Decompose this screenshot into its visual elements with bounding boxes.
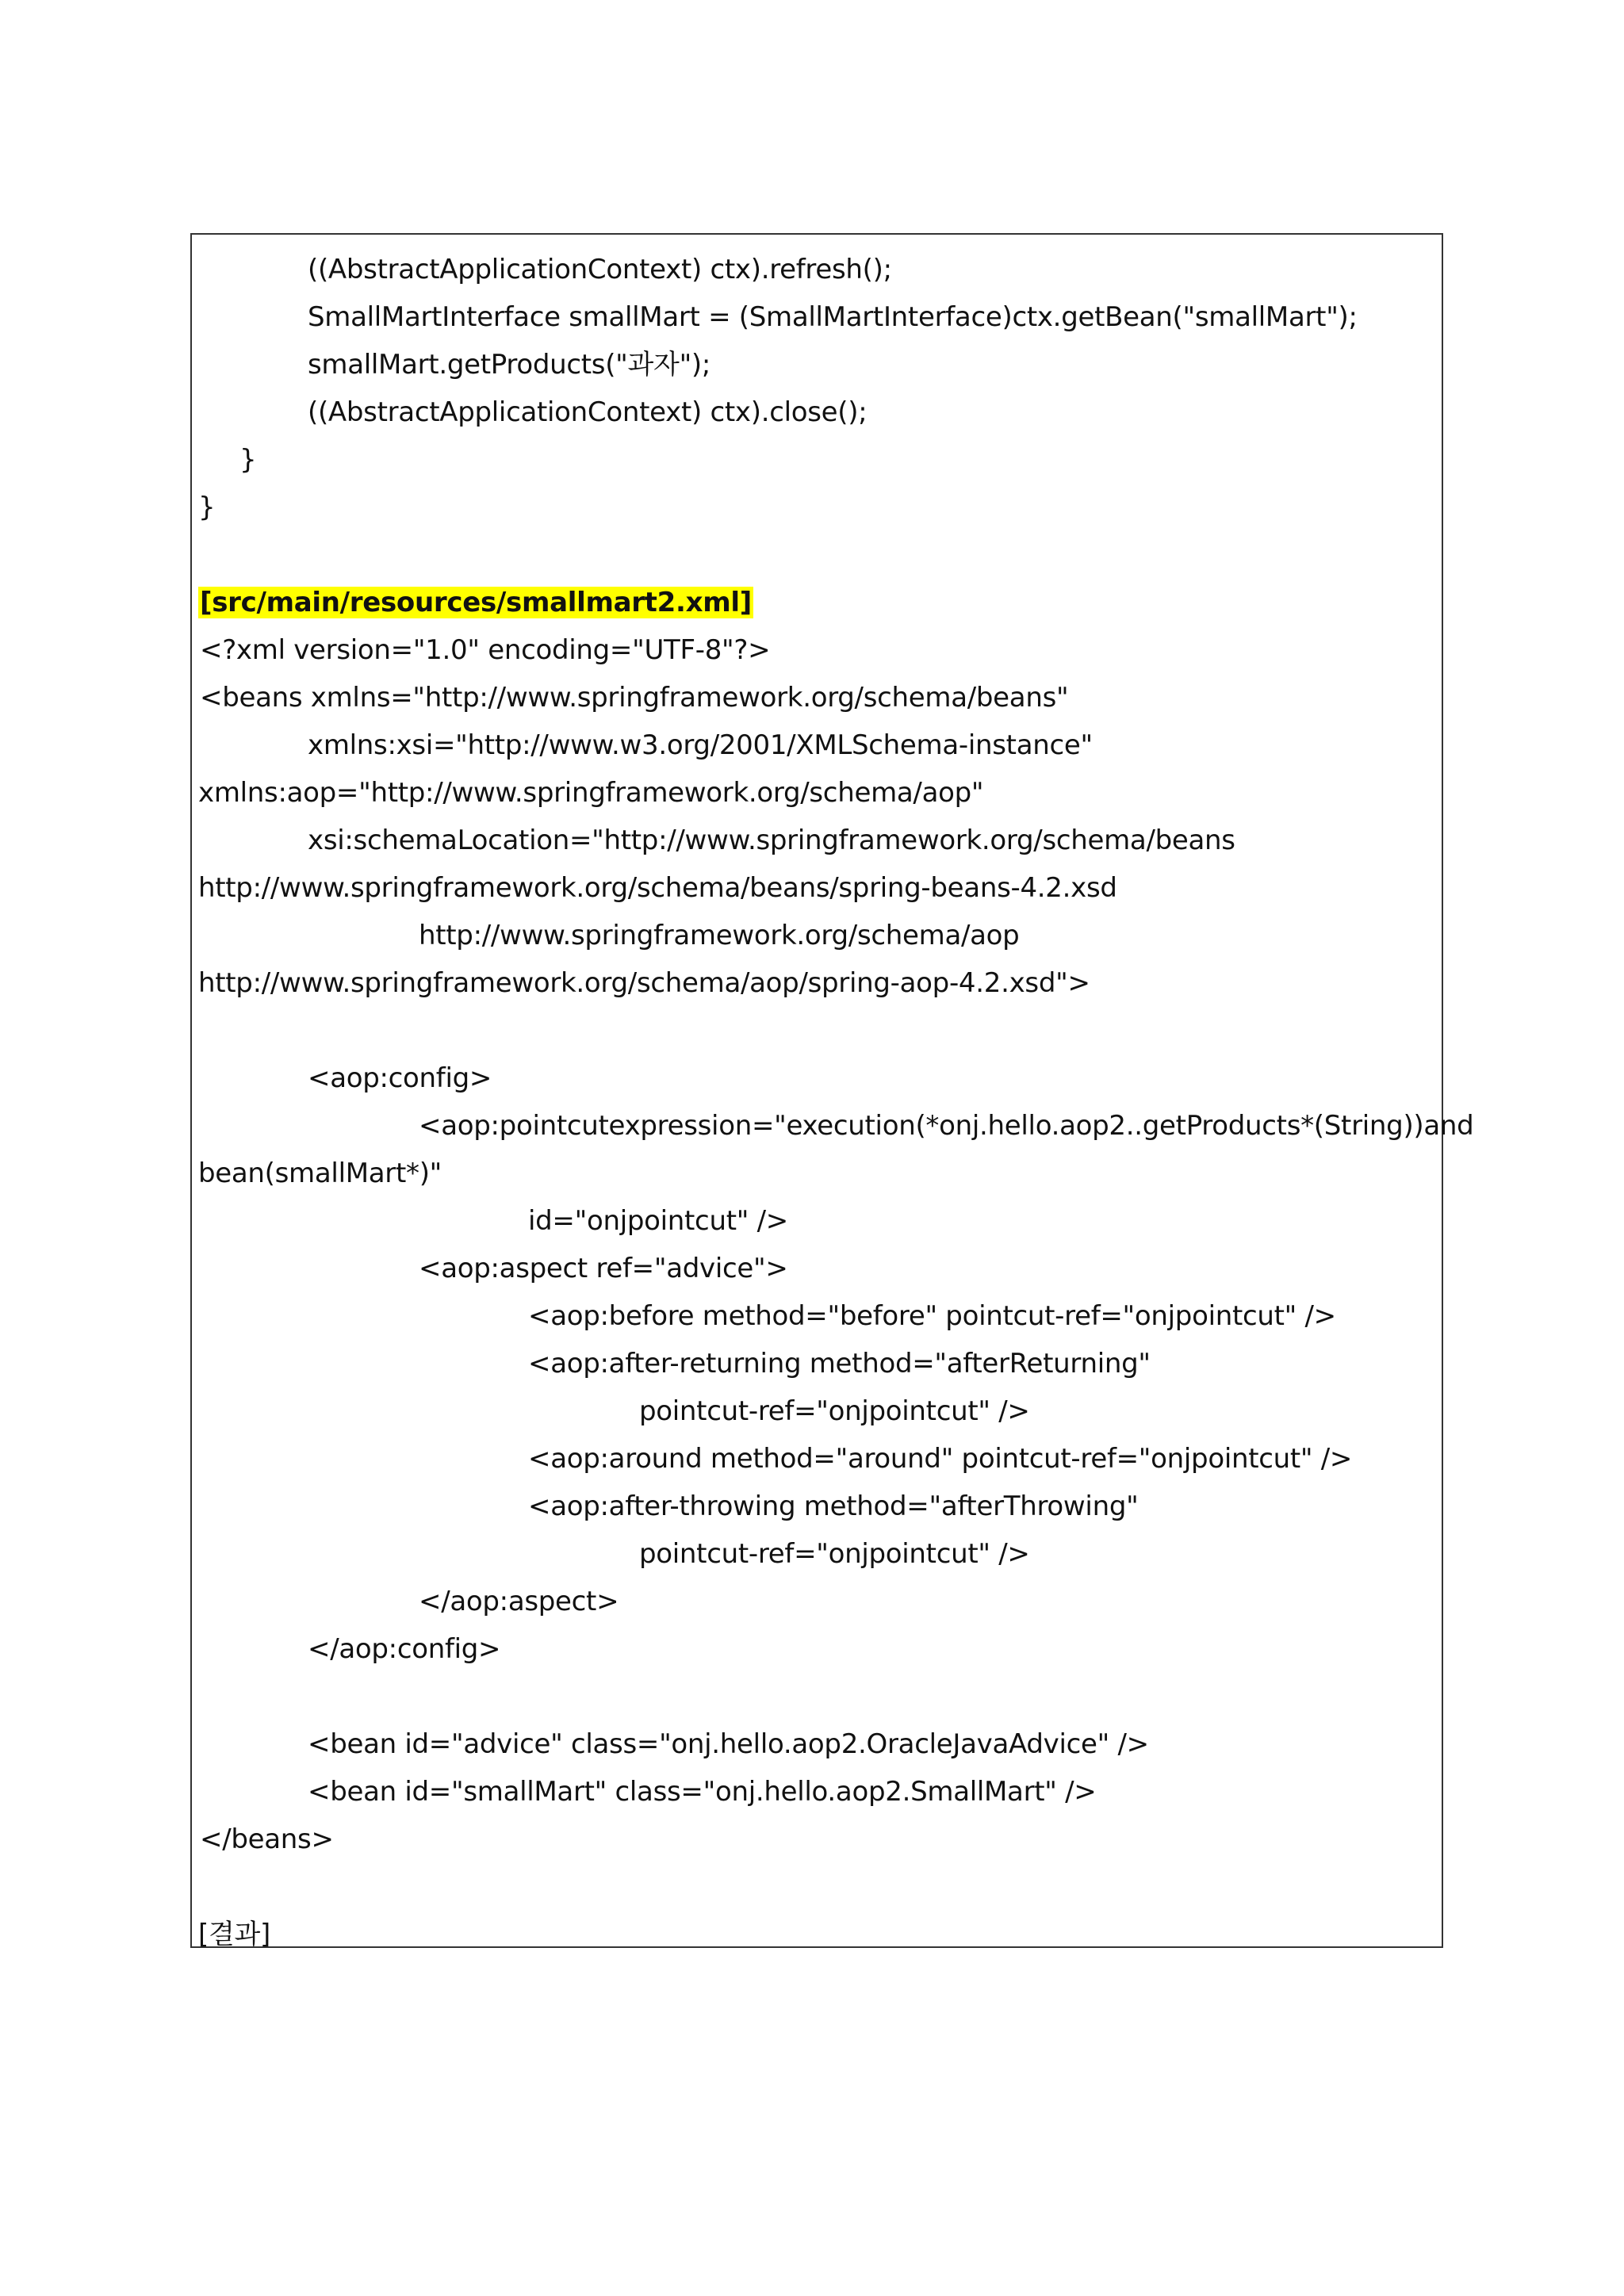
code-line: <?xml version="1.0" encoding="UTF-8"?> bbox=[200, 634, 771, 666]
code-line: <aop:after-returning method="afterReturning" bbox=[528, 1348, 1151, 1380]
code-line: pointcut-ref="onjpointcut" /> bbox=[639, 1395, 1030, 1427]
code-line: <aop:around method="around" pointcut-ref="onjpointcut" /> bbox=[528, 1443, 1353, 1475]
code-line: <bean id="advice" class="onj.hello.aop2.OracleJavaAdvice" /> bbox=[308, 1728, 1149, 1760]
code-line: xmlns:xsi="http://www.w3.org/2001/XMLSchema-instance" bbox=[308, 729, 1093, 761]
code-line: http://www.springframework.org/schema/aop bbox=[419, 920, 1020, 951]
code-line: </aop:config> bbox=[308, 1633, 501, 1665]
code-line: <aop:after-throwing method="afterThrowing" bbox=[528, 1490, 1139, 1522]
code-listing-box bbox=[190, 233, 1474, 1950]
code-line: ((AbstractApplicationContext) ctx).refresh(); bbox=[308, 254, 892, 285]
code-line-justified bbox=[198, 1102, 1474, 1150]
code-line: http://www.springframework.org/schema/aop/spring-aop-4.2.xsd"> bbox=[198, 967, 1090, 999]
code-line: </beans> bbox=[200, 1823, 334, 1855]
code-line: id="onjpointcut" /> bbox=[528, 1205, 788, 1237]
file-path-heading bbox=[198, 579, 753, 626]
result-heading: [결과] bbox=[198, 1919, 271, 1950]
code-token: and bbox=[1423, 1110, 1474, 1142]
code-line: smallMart.getProducts("과자"); bbox=[308, 349, 711, 381]
code-line: pointcut-ref="onjpointcut" /> bbox=[639, 1538, 1030, 1570]
code-line: <beans xmlns="http://www.springframework.org/schema/beans" bbox=[200, 682, 1069, 714]
code-line: ((AbstractApplicationContext) ctx).close(); bbox=[308, 396, 868, 428]
code-line: </aop:aspect> bbox=[419, 1586, 619, 1617]
code-line: xsi:schemaLocation="http://www.springframework.org/schema/beans bbox=[308, 825, 1235, 856]
code-line: <aop:config> bbox=[308, 1062, 492, 1094]
code-line: <bean id="smallMart" class="onj.hello.aop2.SmallMart" /> bbox=[308, 1776, 1097, 1808]
code-token: expression="execution(* bbox=[608, 1110, 940, 1142]
code-token: onj.hello.aop2..getProducts*(String)) bbox=[939, 1110, 1424, 1142]
code-line: bean(smallMart*)" bbox=[198, 1158, 442, 1189]
code-line: SmallMartInterface smallMart = (SmallMartInterface)ctx.getBean("smallMart"); bbox=[308, 301, 1358, 333]
code-line: <aop:before method="before" pointcut-ref="onjpointcut" /> bbox=[528, 1300, 1336, 1332]
code-line: } bbox=[239, 444, 257, 476]
code-line: xmlns:aop="http://www.springframework.org/schema/aop" bbox=[198, 777, 984, 809]
highlighted-file-path: [src/main/resources/smallmart2.xml] bbox=[200, 587, 752, 618]
code-token: <aop:pointcut bbox=[419, 1110, 609, 1142]
code-line: } bbox=[198, 492, 216, 523]
code-line: <aop:aspect ref="advice"> bbox=[419, 1253, 788, 1284]
code-line: http://www.springframework.org/schema/beans/spring-beans-4.2.xsd bbox=[198, 872, 1117, 904]
